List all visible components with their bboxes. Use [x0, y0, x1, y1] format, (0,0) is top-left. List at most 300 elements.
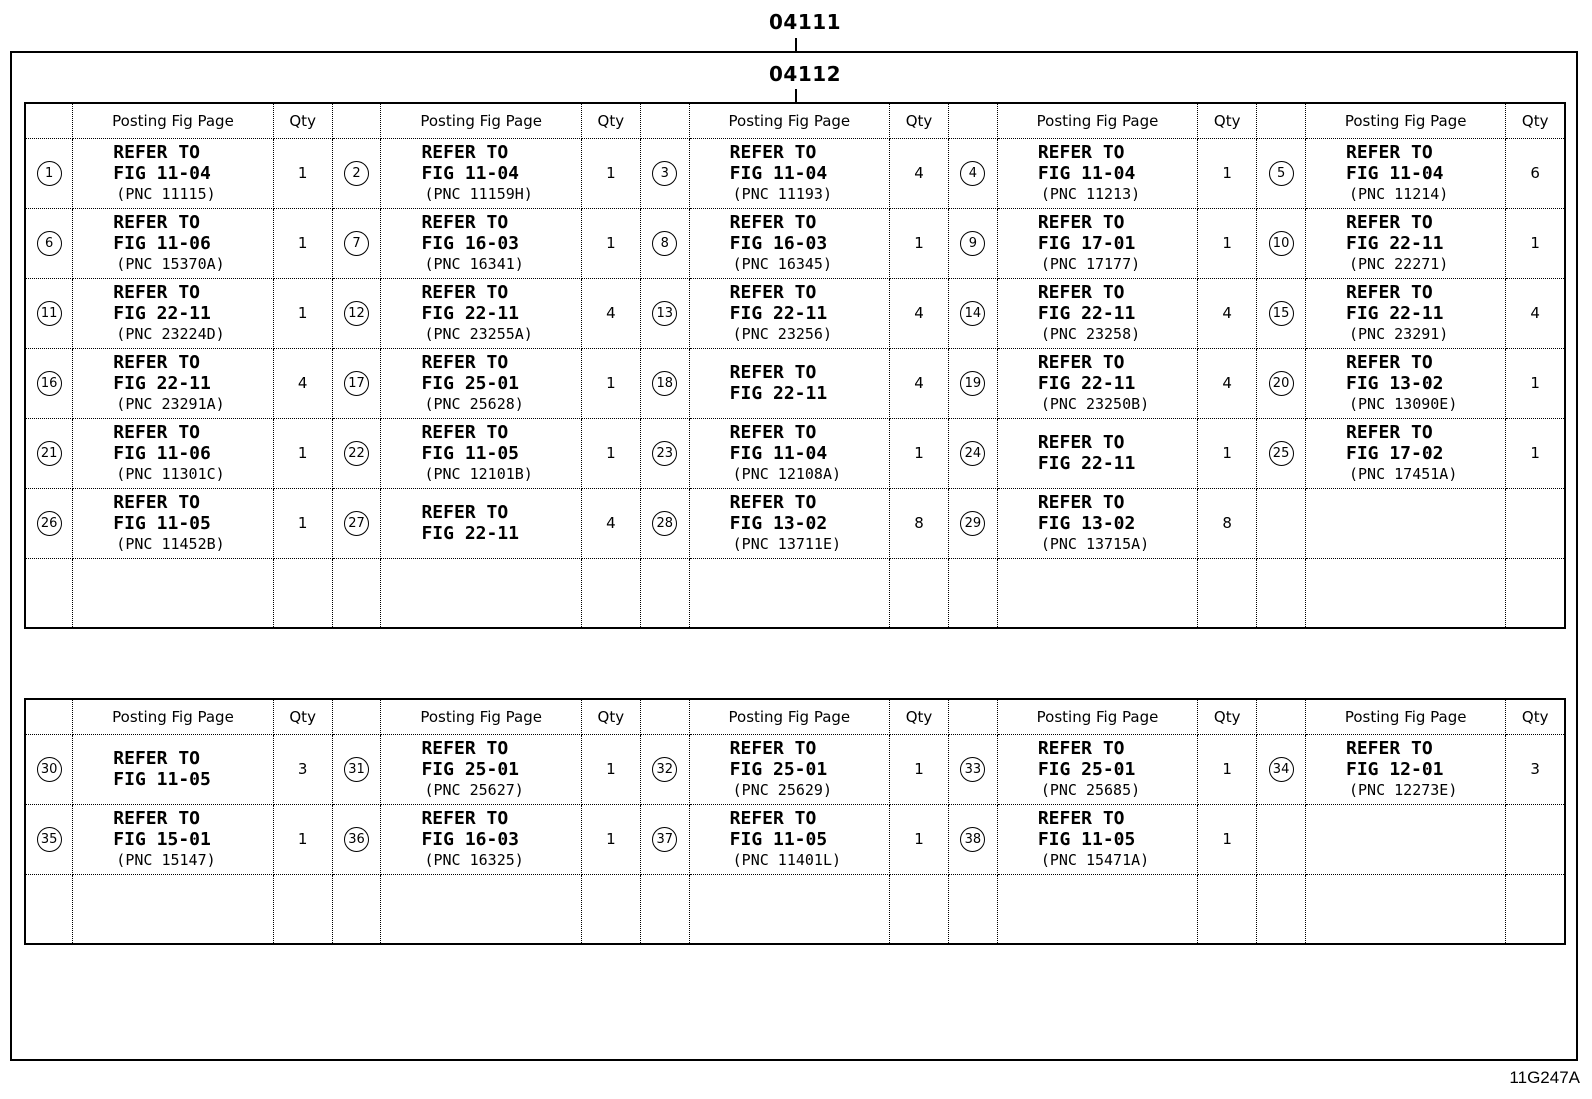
fig-number-text: FIG 22-11 [729, 383, 828, 404]
posting-reference-cell [1305, 278, 1505, 348]
posting-reference-cell [689, 874, 889, 944]
ref-number-cell [949, 208, 998, 278]
ref-number-cell [1257, 804, 1306, 874]
refer-to-text: REFER TO [1037, 492, 1125, 513]
table-row [25, 138, 1565, 208]
header-number-cell [1257, 103, 1306, 138]
pnc-text: (PNC 22271) [1348, 255, 1449, 273]
header-number-cell [25, 699, 73, 734]
pnc-text: (PNC 13711E) [732, 535, 842, 553]
header-qty: Qty [1506, 699, 1565, 734]
qty-cell: 1 [581, 208, 640, 278]
posting-reference-cell [73, 138, 273, 208]
ref-number-badge: 26 [37, 511, 62, 536]
ref-number-cell [949, 488, 998, 558]
qty-cell: 8 [1198, 488, 1257, 558]
posting-reference-cell [689, 804, 889, 874]
pnc-text: (PNC 25685) [1040, 781, 1141, 799]
parts-reference-table-2 [24, 698, 1566, 945]
ref-number-badge: 34 [1269, 757, 1294, 782]
ref-number-cell [949, 558, 998, 628]
fig-number-text: FIG 15-01 [113, 829, 211, 850]
posting-reference-cell [381, 488, 581, 558]
table-header-row [25, 699, 1565, 734]
refer-to-text: REFER TO [1345, 282, 1433, 303]
pnc-text: (PNC 13090E) [1348, 395, 1458, 413]
header-qty: Qty [273, 103, 332, 138]
ref-number-cell [949, 874, 998, 944]
pnc-text: (PNC 23291) [1348, 325, 1449, 343]
pnc-text: (PNC 11214) [1348, 185, 1449, 203]
refer-to-text: REFER TO [1345, 352, 1433, 373]
ref-number-badge: 28 [652, 511, 677, 536]
qty-cell: 1 [890, 804, 949, 874]
qty-cell: 1 [1506, 418, 1565, 488]
refer-to-text: REFER TO [1345, 422, 1433, 443]
ref-number-badge: 29 [960, 511, 985, 536]
fig-number-text: FIG 22-11 [1345, 233, 1444, 254]
fig-number-text: FIG 25-01 [421, 373, 520, 394]
fig-number-text: FIG 17-02 [1345, 443, 1444, 464]
posting-reference-cell [1305, 558, 1505, 628]
table-row [25, 348, 1565, 418]
pnc-text: (PNC 11193) [732, 185, 832, 203]
posting-reference-cell [73, 348, 273, 418]
ref-number-badge: 6 [37, 231, 62, 256]
ref-number-cell [1257, 278, 1306, 348]
posting-reference-cell [381, 734, 581, 804]
table-header-row [25, 103, 1565, 138]
qty-cell: 3 [1506, 734, 1565, 804]
ref-number-badge: 3 [652, 161, 677, 186]
header-number-cell [1257, 699, 1306, 734]
pnc-text: (PNC 15471A) [1040, 851, 1150, 869]
ref-number-cell [25, 734, 73, 804]
ref-number-cell [25, 278, 73, 348]
qty-cell: 8 [890, 488, 949, 558]
leader-line-top [795, 38, 797, 51]
qty-cell [890, 874, 949, 944]
header-number-cell [332, 103, 381, 138]
qty-cell [1506, 804, 1565, 874]
qty-cell: 1 [581, 418, 640, 488]
fig-number-text: FIG 22-11 [1037, 303, 1136, 324]
fig-number-text: FIG 22-11 [1345, 303, 1444, 324]
pnc-text: (PNC 23224D) [116, 325, 225, 343]
ref-number-badge: 8 [652, 231, 677, 256]
posting-reference-cell [997, 734, 1197, 804]
posting-reference-cell [1305, 734, 1505, 804]
qty-cell [1506, 874, 1565, 944]
ref-number-cell [640, 418, 689, 488]
ref-number-cell [25, 348, 73, 418]
ref-number-badge: 7 [344, 231, 369, 256]
assembly-code-sub: 04112 [769, 62, 842, 86]
pnc-text: (PNC 25629) [732, 781, 832, 799]
pnc-text: (PNC 23255A) [424, 325, 533, 343]
qty-cell: 4 [890, 138, 949, 208]
ref-number-cell [949, 734, 998, 804]
refer-to-text: REFER TO [113, 142, 200, 163]
ref-number-cell [332, 558, 381, 628]
ref-number-badge: 16 [37, 371, 62, 396]
header-posting-fig-page: Posting Fig Page [689, 699, 889, 734]
header-posting-fig-page: Posting Fig Page [1305, 699, 1505, 734]
fig-number-text: FIG 22-11 [1037, 373, 1136, 394]
posting-reference-cell [1305, 348, 1505, 418]
qty-cell: 1 [1198, 138, 1257, 208]
refer-to-text: REFER TO [421, 282, 509, 303]
posting-reference-cell [689, 208, 889, 278]
pnc-text: (PNC 23250B) [1040, 395, 1150, 413]
refer-to-text: REFER TO [421, 808, 509, 829]
ref-number-badge: 33 [960, 757, 985, 782]
fig-number-text: FIG 22-11 [113, 303, 211, 324]
refer-to-text: REFER TO [421, 422, 509, 443]
qty-cell: 1 [273, 418, 332, 488]
refer-to-text: REFER TO [1037, 352, 1125, 373]
illustration-code: 11G247A [1509, 1068, 1580, 1087]
refer-to-text: REFER TO [1037, 432, 1125, 453]
fig-number-text: FIG 25-01 [1037, 759, 1136, 780]
qty-cell: 1 [1506, 348, 1565, 418]
ref-number-cell [1257, 348, 1306, 418]
fig-number-text: FIG 22-11 [729, 303, 828, 324]
qty-cell: 4 [1198, 348, 1257, 418]
ref-number-badge: 24 [960, 441, 985, 466]
ref-number-badge: 12 [344, 301, 369, 326]
qty-cell: 1 [1198, 208, 1257, 278]
refer-to-text: REFER TO [729, 142, 817, 163]
qty-cell: 1 [581, 734, 640, 804]
ref-number-badge: 30 [37, 757, 62, 782]
refer-to-text: REFER TO [1037, 808, 1125, 829]
fig-number-text: FIG 12-01 [1345, 759, 1444, 780]
posting-reference-cell [381, 418, 581, 488]
pnc-text: (PNC 13715A) [1040, 535, 1150, 553]
qty-cell: 1 [581, 804, 640, 874]
ref-number-badge: 17 [344, 371, 369, 396]
ref-number-cell [640, 208, 689, 278]
posting-reference-cell [73, 558, 273, 628]
ref-number-badge: 1 [37, 161, 62, 186]
qty-cell: 1 [581, 348, 640, 418]
ref-number-cell [1257, 874, 1306, 944]
ref-number-badge: 37 [652, 827, 677, 852]
qty-cell: 4 [273, 348, 332, 418]
fig-number-text: FIG 11-04 [729, 163, 828, 184]
ref-number-cell [25, 138, 73, 208]
ref-number-badge: 2 [344, 161, 369, 186]
ref-number-cell [25, 558, 73, 628]
ref-number-cell [332, 488, 381, 558]
pnc-text: (PNC 15370A) [116, 255, 225, 273]
fig-number-text: FIG 11-06 [113, 443, 211, 464]
table-row [25, 874, 1565, 944]
pnc-text: (PNC 15147) [116, 851, 216, 869]
header-qty: Qty [581, 103, 640, 138]
posting-reference-cell [1305, 418, 1505, 488]
ref-number-cell [949, 138, 998, 208]
ref-number-cell [1257, 138, 1306, 208]
qty-cell [1506, 488, 1565, 558]
qty-cell [581, 874, 640, 944]
ref-number-cell [640, 348, 689, 418]
qty-cell: 4 [890, 278, 949, 348]
fig-number-text: FIG 25-01 [421, 759, 520, 780]
fig-number-text: FIG 22-11 [113, 373, 211, 394]
pnc-text: (PNC 11159H) [424, 185, 533, 203]
header-number-cell [25, 103, 73, 138]
ref-number-cell [332, 874, 381, 944]
ref-number-cell [332, 418, 381, 488]
posting-reference-cell [689, 558, 889, 628]
ref-number-cell [640, 488, 689, 558]
header-posting-fig-page: Posting Fig Page [689, 103, 889, 138]
header-number-cell [949, 103, 998, 138]
header-qty: Qty [1198, 699, 1257, 734]
refer-to-text: REFER TO [729, 808, 817, 829]
qty-cell: 1 [1198, 418, 1257, 488]
ref-number-cell [949, 418, 998, 488]
ref-number-badge: 18 [652, 371, 677, 396]
pnc-text: (PNC 16325) [424, 851, 524, 869]
qty-cell: 1 [1506, 208, 1565, 278]
refer-to-text: REFER TO [421, 212, 509, 233]
pnc-text: (PNC 25627) [424, 781, 524, 799]
ref-number-badge: 9 [960, 231, 985, 256]
qty-cell: 1 [273, 278, 332, 348]
assembly-code-top: 04111 [769, 10, 842, 34]
refer-to-text: REFER TO [421, 352, 509, 373]
pnc-text: (PNC 11452B) [116, 535, 225, 553]
ref-number-badge: 14 [960, 301, 985, 326]
fig-number-text: FIG 11-04 [729, 443, 828, 464]
header-number-cell [640, 699, 689, 734]
posting-reference-cell [381, 348, 581, 418]
refer-to-text: REFER TO [1037, 212, 1125, 233]
posting-reference-cell [73, 418, 273, 488]
ref-number-badge: 27 [344, 511, 369, 536]
header-number-cell [640, 103, 689, 138]
posting-reference-cell [381, 804, 581, 874]
ref-number-cell [332, 348, 381, 418]
fig-number-text: FIG 25-01 [729, 759, 828, 780]
table-row [25, 734, 1565, 804]
table-row [25, 418, 1565, 488]
header-qty: Qty [581, 699, 640, 734]
qty-cell: 1 [581, 138, 640, 208]
qty-cell: 1 [273, 208, 332, 278]
refer-to-text: REFER TO [421, 738, 509, 759]
header-posting-fig-page: Posting Fig Page [381, 103, 581, 138]
header-posting-fig-page: Posting Fig Page [1305, 103, 1505, 138]
ref-number-badge: 10 [1269, 231, 1294, 256]
fig-number-text: FIG 13-02 [1037, 513, 1136, 534]
header-posting-fig-page: Posting Fig Page [997, 103, 1197, 138]
leader-line-sub [795, 89, 797, 102]
qty-cell: 1 [890, 418, 949, 488]
refer-to-text: REFER TO [729, 422, 817, 443]
ref-number-cell [332, 138, 381, 208]
header-number-cell [949, 699, 998, 734]
qty-cell: 1 [273, 804, 332, 874]
refer-to-text: REFER TO [729, 282, 817, 303]
pnc-text: (PNC 12108A) [732, 465, 842, 483]
table-row [25, 558, 1565, 628]
fig-number-text: FIG 22-11 [1037, 453, 1136, 474]
ref-number-badge: 35 [37, 827, 62, 852]
qty-cell: 4 [890, 348, 949, 418]
ref-number-badge: 20 [1269, 371, 1294, 396]
fig-number-text: FIG 22-11 [421, 523, 520, 544]
fig-number-text: FIG 11-05 [113, 769, 211, 790]
ref-number-cell [332, 804, 381, 874]
posting-reference-cell [1305, 804, 1505, 874]
table-row [25, 488, 1565, 558]
posting-reference-cell [381, 278, 581, 348]
header-posting-fig-page: Posting Fig Page [381, 699, 581, 734]
fig-number-text: FIG 11-04 [421, 163, 520, 184]
fig-number-text: FIG 13-02 [1345, 373, 1444, 394]
pnc-text: (PNC 23256) [732, 325, 832, 343]
qty-cell: 1 [1198, 734, 1257, 804]
refer-to-text: REFER TO [1345, 212, 1433, 233]
ref-number-badge: 32 [652, 757, 677, 782]
posting-reference-cell [73, 488, 273, 558]
ref-number-cell [949, 348, 998, 418]
fig-number-text: FIG 16-03 [421, 829, 520, 850]
qty-cell [273, 558, 332, 628]
ref-number-cell [1257, 734, 1306, 804]
pnc-text: (PNC 11301C) [116, 465, 225, 483]
parts-reference-table-1 [24, 102, 1566, 629]
refer-to-text: REFER TO [113, 492, 200, 513]
fig-number-text: FIG 13-02 [729, 513, 828, 534]
pnc-text: (PNC 11401L) [732, 851, 842, 869]
pnc-text: (PNC 17451A) [1348, 465, 1458, 483]
ref-number-cell [332, 208, 381, 278]
refer-to-text: REFER TO [113, 422, 200, 443]
posting-reference-cell [997, 804, 1197, 874]
posting-reference-cell [689, 734, 889, 804]
posting-reference-cell [73, 734, 273, 804]
pnc-text: (PNC 23291A) [116, 395, 225, 413]
fig-number-text: FIG 11-04 [1037, 163, 1136, 184]
qty-cell [1506, 558, 1565, 628]
ref-number-cell [640, 558, 689, 628]
posting-reference-cell [1305, 138, 1505, 208]
pnc-text: (PNC 16341) [424, 255, 524, 273]
ref-number-cell [1257, 558, 1306, 628]
ref-number-badge: 11 [37, 301, 62, 326]
qty-cell [1198, 874, 1257, 944]
table-row [25, 208, 1565, 278]
table-row [25, 278, 1565, 348]
ref-number-badge: 23 [652, 441, 677, 466]
posting-reference-cell [381, 138, 581, 208]
fig-number-text: FIG 17-01 [1037, 233, 1136, 254]
refer-to-text: REFER TO [421, 142, 509, 163]
ref-number-cell [640, 874, 689, 944]
qty-cell: 1 [890, 734, 949, 804]
header-number-cell [332, 699, 381, 734]
refer-to-text: REFER TO [113, 282, 200, 303]
ref-number-cell [640, 734, 689, 804]
refer-to-text: REFER TO [1037, 142, 1125, 163]
refer-to-text: REFER TO [1345, 142, 1433, 163]
posting-reference-cell [689, 488, 889, 558]
posting-reference-cell [73, 278, 273, 348]
fig-number-text: FIG 11-05 [113, 513, 211, 534]
ref-number-cell [332, 734, 381, 804]
header-qty: Qty [1506, 103, 1565, 138]
ref-number-cell [640, 278, 689, 348]
pnc-text: (PNC 25628) [424, 395, 524, 413]
posting-reference-cell [997, 558, 1197, 628]
qty-cell: 4 [1506, 278, 1565, 348]
posting-reference-cell [73, 804, 273, 874]
fig-number-text: FIG 16-03 [421, 233, 520, 254]
posting-reference-cell [689, 278, 889, 348]
posting-reference-cell [689, 138, 889, 208]
ref-number-cell [25, 874, 73, 944]
fig-number-text: FIG 11-04 [1345, 163, 1444, 184]
fig-number-text: FIG 11-06 [113, 233, 211, 254]
qty-cell: 4 [1198, 278, 1257, 348]
qty-cell: 1 [273, 488, 332, 558]
pnc-text: (PNC 23258) [1040, 325, 1141, 343]
ref-number-cell [640, 138, 689, 208]
ref-number-badge: 4 [960, 161, 985, 186]
ref-number-cell [25, 418, 73, 488]
pnc-text: (PNC 12273E) [1348, 781, 1458, 799]
ref-number-badge: 19 [960, 371, 985, 396]
fig-number-text: FIG 16-03 [729, 233, 828, 254]
refer-to-text: REFER TO [729, 362, 817, 383]
refer-to-text: REFER TO [1345, 738, 1433, 759]
ref-number-cell [25, 208, 73, 278]
posting-reference-cell [1305, 488, 1505, 558]
header-qty: Qty [273, 699, 332, 734]
ref-number-cell [25, 488, 73, 558]
ref-number-badge: 5 [1269, 161, 1294, 186]
refer-to-text: REFER TO [729, 492, 817, 513]
header-qty: Qty [890, 103, 949, 138]
refer-to-text: REFER TO [113, 212, 200, 233]
posting-reference-cell [73, 874, 273, 944]
ref-number-cell [640, 804, 689, 874]
header-posting-fig-page: Posting Fig Page [73, 103, 273, 138]
posting-reference-cell [997, 418, 1197, 488]
posting-reference-cell [997, 208, 1197, 278]
posting-reference-cell [381, 874, 581, 944]
qty-cell [890, 558, 949, 628]
fig-number-text: FIG 11-05 [421, 443, 520, 464]
ref-number-badge: 22 [344, 441, 369, 466]
ref-number-badge: 38 [960, 827, 985, 852]
refer-to-text: REFER TO [729, 212, 817, 233]
ref-number-cell [949, 278, 998, 348]
qty-cell [581, 558, 640, 628]
qty-cell: 4 [581, 488, 640, 558]
table-row [25, 804, 1565, 874]
posting-reference-cell [1305, 208, 1505, 278]
qty-cell [1198, 558, 1257, 628]
qty-cell: 1 [1198, 804, 1257, 874]
refer-to-text: REFER TO [113, 352, 200, 373]
ref-number-badge: 15 [1269, 301, 1294, 326]
